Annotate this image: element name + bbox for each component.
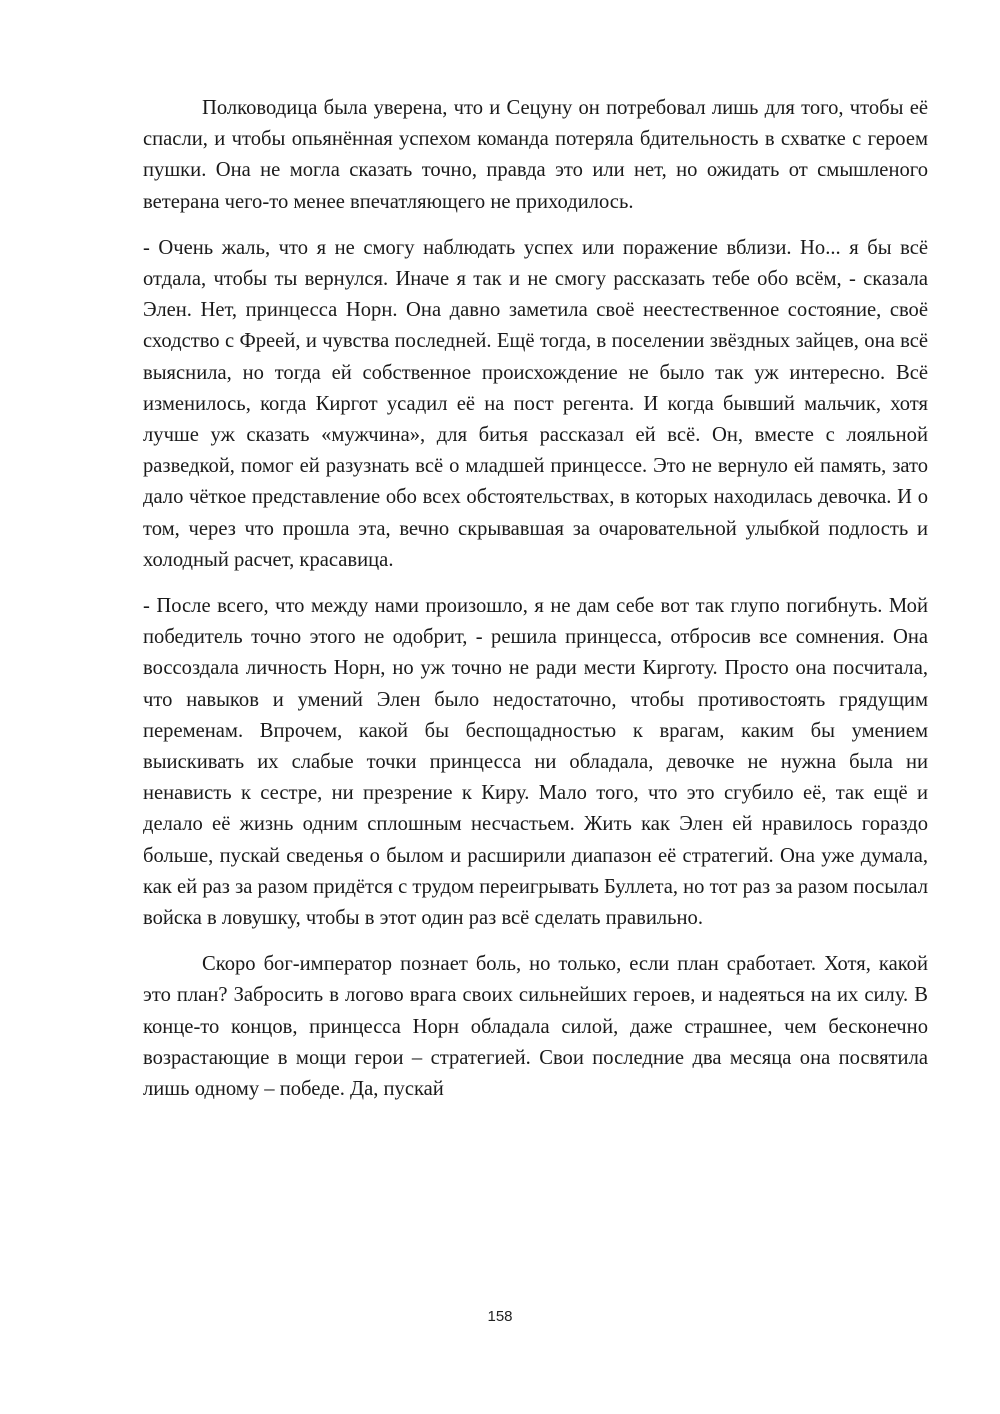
paragraph-1: Полководица была уверена, что и Сецуну он потребовал лишь для того, чтобы её спасли, и чтобы опьянённая успехом команда потеряла бдительность в схватке с героем пушки. Она не могла сказать точно, правда это или нет, но ожидать от смышленого ветерана чего-то менее впечатляющего не приходилось.: [143, 97, 928, 213]
page-number: 158: [487, 1308, 513, 1325]
paragraph-3: - После всего, что между нами произошло, я не дам себе вот так глупо погибнуть. Мой победитель точно этого не одобрит, - решила принцесса, отбросив все сомнения. Она воссоздала личность Норн, но уж точно не ради мести Кирготу. Просто она посчитала, что навыков и умений Элен было недостаточно, чтобы противостоять грядущим переменам. Впрочем, какой бы беспощадностью к врагам, каким бы умением выискивать их слабые точки принцесса ни обладала, девочке не нужна была ни ненависть к сестре, ни презрение к Киру. Мало того, что это сгубило её, так ещё и делало её жизнь одним сплошным несчастьем. Жить как Элен ей нравилось гораздо больше, пускай сведенья о былом и расширили диапазон её стратегий. Она уже думала, как ей раз за разом придётся с трудом переигрывать Буллета, но тот раз за разом посылал войска в ловушку, чтобы в этот один раз всё сделать правильно.: [143, 595, 928, 930]
paragraph-4: Скоро бог-император познает боль, но только, если план сработает. Хотя, какой это план? Забросить в логово врага своих сильнейших героев, и надеяться на их силу. В конце-то концов, принцесса Норн обладала силой, даже страшнее, чем бесконечно возрастающие в мощи герои – стратегией. Свои последние два месяца она посвятила лишь одному – победе. Да, пускай: [143, 953, 928, 1101]
page-body: [143, 93, 928, 1120]
paragraph-2: - Очень жаль, что я не смогу наблюдать успех или поражение вблизи. Но... я бы всё отдала, чтобы ты вернулся. Иначе я так и не смогу рассказать тебе обо всём, - сказала Элен. Нет, принцесса Норн. Она давно заметила своё неестественное состояние, своё сходство с Фреей, и чувства последней. Ещё тогда, в поселении звёздных зайцев, она всё выяснила, но тогда ей собственное происхождение не было так уж интересно. Всё изменилось, когда Киргот усадил её на пост регента. И когда бывший мальчик, хотя лучше уж сказать «мужчина», для битья рассказал ей всё. Он, вместе с лояльной разведкой, помог ей разузнать всё о младшей принцессе. Это не вернуло ей память, зато дало чёткое представление обо всех обстоятельствах, в которых находилась девочка. И о том, через что прошла эта, вечно скрывавшая за очаровательной улыбкой подлость и холодный расчет, красавица.: [143, 236, 928, 571]
